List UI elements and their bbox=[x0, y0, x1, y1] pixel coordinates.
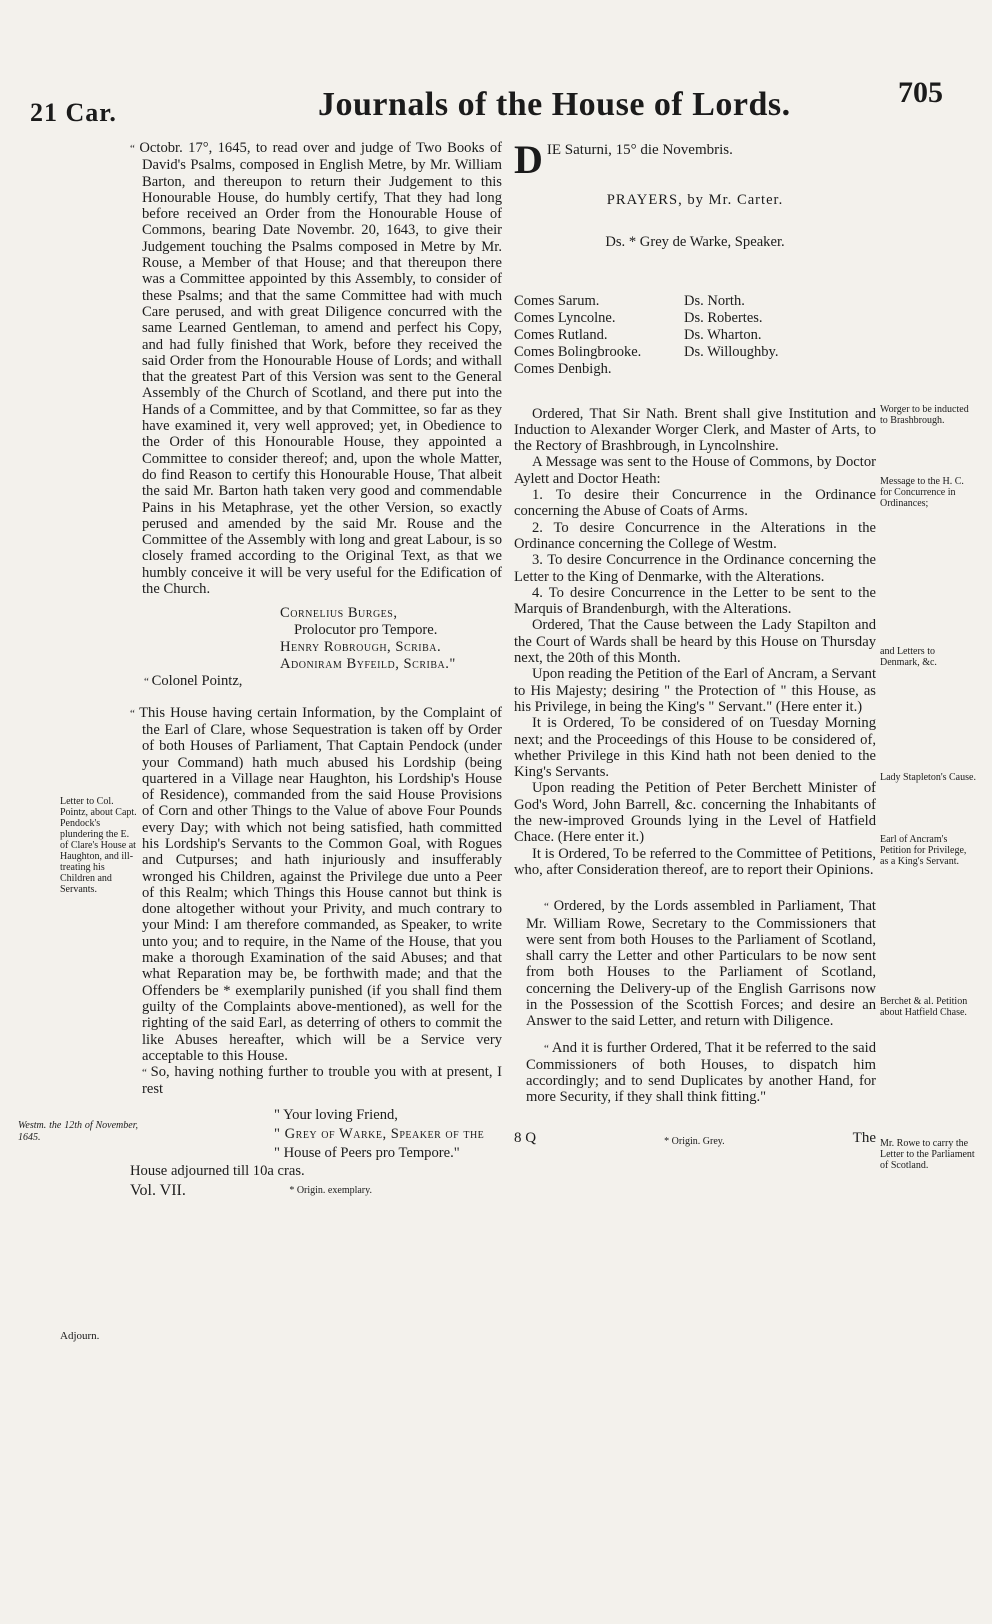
margin-note-message: Message to the H. C. for Concurrence in Ordinances; bbox=[880, 476, 964, 509]
lords-right-column bbox=[684, 293, 844, 378]
letter-closing: “ So, having nothing further to trouble you with at present, I rest bbox=[130, 1064, 502, 1098]
signature-burges: Cornelius Burges, bbox=[280, 605, 398, 622]
berchett-order: It is Ordered, To be referred to the Committee of Petitions, who, after Consideration thereof, are to report their Opinions. bbox=[514, 845, 876, 878]
margin-note-rowe: Mr. Rowe to carry the Letter to the Parliament of Scotland. bbox=[880, 1138, 975, 1171]
lords-left-column bbox=[514, 293, 684, 378]
message-item: 3. To desire Concurrence in the Ordinance concerning the Letter to the King of Denmarke, with the Alterations. bbox=[514, 552, 876, 585]
day-heading-text: IE Saturni, 15° die Novembris. bbox=[546, 142, 733, 158]
letter-subscription bbox=[18, 1106, 502, 1163]
lord-entry: Ds. North. bbox=[684, 292, 745, 309]
farewell-line-3: " House of Peers pro Tempore." bbox=[274, 1144, 460, 1161]
running-head-left: 21 Car. bbox=[30, 98, 117, 127]
signature-byfeild: Adoniram Byfeild, Scriba." bbox=[280, 656, 456, 673]
day-heading bbox=[514, 137, 876, 182]
catchword: The bbox=[852, 1129, 876, 1146]
lords-present-list bbox=[514, 293, 876, 378]
message-intro: A Message was sent to the House of Commons, by Doctor Aylett and Doctor Heath: bbox=[514, 454, 876, 487]
right-footnote: * Origin. Grey. bbox=[664, 1135, 725, 1147]
margin-note-stapleton: Lady Stapleton's Cause. bbox=[880, 772, 976, 783]
margin-note-letter-pointz: Letter to Col. Pointz, about Capt. Pendock's plundering the E. of Clare's House at Haughton, and ill-treating his Children and Servants. bbox=[60, 796, 137, 895]
message-item: 4. To desire Concurrence in the Letter to be sent to the Marquis of Brandenburgh, with the Alterations. bbox=[514, 584, 876, 618]
speaker-line: Ds. * Grey de Warke, Speaker. bbox=[605, 234, 785, 251]
margin-note-ancram: Earl of Ancram's Petition for Privilege, as a King's Servant. bbox=[880, 834, 967, 867]
farewell-block bbox=[138, 1106, 502, 1163]
signature-mark: 8 Q bbox=[514, 1129, 537, 1146]
message-item: 2. To desire Concurrence in the Alterations in the Ordinance concerning the College of Westm. bbox=[514, 519, 876, 552]
order-brent: Ordered, That Sir Nath. Brent shall give Institution and Induction to Alexander Worger Clerk, and Master of Arts, to the Rectory of Brashbrough, in Lyncolnshire. bbox=[514, 405, 876, 455]
drop-initial: D bbox=[514, 137, 543, 182]
message-item: 1. To desire their Concurrence in the Ordinance concerning the Abuse of Coats of Arms. bbox=[514, 487, 876, 520]
margin-note-adjourn: Adjourn. bbox=[60, 1330, 100, 1342]
assembly-certificate-paragraph: “ Octobr. 17°, 1645, to read over and judge of Two Books of David's Psalms, composed in English Metre, by Mr. William Barton, and thereupon to return their Judgement to this Honourable House, do humbly certify, That they had long before received an Order from the Honourable House of Commons, bearing Date Novembr. 20, 1643, to give their Judgement touching the Psalms composed in Metre by Mr. Rouse, a Member of that House; and that thereupon there was a Committee appointed by this Assembly, to consider of these Psalms; and that the same Committee had with much Care perused, and with great Diligence concurred with the same Learned Gentleman, to amend and perfect his Copy, and had fully finished that Work, before they received the said Order from the Honourable House of Lords; and withall that the greatest Part of this Version was sent to the General Assembly of the Church of Scotland, and there put into the Hands of a Committee, and by that Committee, so far as they have examined it, very well approved; yet, in Obedience to the Order of this Honourable House, they appointed a Committee to consider thereof; and, upon the whole Matter, do find Reason to certify this Honourable House, That albeit the said Mr. Barton hath taken very good and commendable Pains in his Metaphrase, yet the other Version, so exactly perused and amended by the said Mr. Rouse and the Committee of the Assembly with long and great Labour, is so closely framed according to the Original Text, as that we humbly conceive it will be very useful for the Edification of the Church. bbox=[130, 140, 502, 597]
lord-entry: Ds. Robertes. bbox=[684, 309, 763, 326]
signature-block bbox=[130, 605, 502, 673]
signature-robrough: Henry Robrough, Scriba. bbox=[280, 639, 442, 656]
margin-note-berchet: Berchet & al. Petition about Hatfield Chase. bbox=[880, 996, 968, 1018]
left-footer bbox=[130, 1183, 502, 1199]
lord-entry: Comes Bolingbrooke. bbox=[514, 343, 642, 360]
rowe-order-further: “ And it is further Ordered, That it be referred to the said Commissioners of both Houses, to dispatch him accordingly; and to send Duplicates by another Hand, for more Security, if they shall think fitting." bbox=[514, 1040, 876, 1106]
adjourned-line: House adjourned till 10a cras. bbox=[130, 1162, 305, 1179]
berchett-petition: Upon reading the Petition of Peter Berchett Minister of God's Word, John Barrell, &c. concerning the Inhabitants of the new-improved Grounds lying in the Level of Hatfield Chace. (Here enter it.) bbox=[514, 780, 876, 846]
letter-date-line: Westm. the 12th of November, 1645. bbox=[18, 1119, 138, 1143]
page-number: 705 bbox=[898, 76, 943, 109]
ancram-petition: Upon reading the Petition of the Earl of Ancram, a Servant to His Majesty; desiring " the Protection of " this House, as his Privilege, in being the King's " Servant." (Here enter it.) bbox=[514, 666, 876, 715]
lord-entry: Comes Denbigh. bbox=[514, 360, 612, 377]
lord-entry: Comes Rutland. bbox=[514, 326, 608, 343]
lord-entry: Comes Lyncolne. bbox=[514, 309, 616, 326]
right-footer bbox=[514, 1130, 876, 1150]
margin-note-worger: Worger to be inducted to Brashbrough. bbox=[880, 404, 969, 426]
lord-entry: Comes Sarum. bbox=[514, 292, 600, 309]
letter-salutation: “ Colonel Pointz, bbox=[130, 673, 502, 690]
running-head-title: Journals of the House of Lords. bbox=[318, 86, 791, 123]
volume-mark: Vol. VII. bbox=[130, 1182, 186, 1200]
letter-to-pointz-body: “ This House having certain Information, by the Complaint of the Earl of Clare, whose Sequestration is taken off by Order of both Houses of Parliament, That Captain Pendock (under your Command) hath much abused his Lordship (being quartered in a Village near Haughton, his Lordship's House of Residence), commanded from the said House Provisions of Corn and other Things to the Value of above Four Pounds every Day; with which not being satisfied, hath committed his Lordship's Servants to the Common Goal, with Rogues and Cutpurses; and hath injuriously and insufferably wronged his Children, against the Privilege due unto a Peer of this Realm; which Things this House cannot but think is done altogether without your Privity, and much contrary to your Mind: I am therefore commanded, as Speaker, to write unto you; and to require, in the Name of the House, that you make a thorough Examination of the said Abuses; and that what Reparation may be, be forthwith made; and that the Offenders be * exemplarily punished (if you shall find them guilty of the Complaints above-mentioned), as well for the righting of the said Earl, as deterring of others to commit the like Abuses hereafter, which will be a Service very acceptable to this House. bbox=[130, 705, 502, 1065]
farewell-line-1: " Your loving Friend, bbox=[274, 1106, 398, 1123]
farewell-line-2: " Grey of Warke, Speaker of the bbox=[274, 1125, 485, 1142]
right-column bbox=[514, 137, 876, 1150]
left-footnote: * Origin. exemplary. bbox=[289, 1185, 372, 1197]
ancram-order: It is Ordered, To be considered of on Tuesday Morning next; and the Proceedings of this House to be considered of, whether Privilege in this Kind hath not been denied to the King's Servants. bbox=[514, 715, 876, 781]
margin-note-letters: and Letters to Denmark, &c. bbox=[880, 646, 937, 668]
signature-prolocutor: Prolocutor pro Tempore. bbox=[294, 622, 438, 639]
lord-entry: Ds. Wharton. bbox=[684, 326, 762, 343]
rowe-order: “ Ordered, by the Lords assembled in Parliament, That Mr. William Rowe, Secretary to the Commissioners that were sent from both Houses to the Parliament of Scotland, shall carry the Letter and other Particulars to be now sent from both Houses to the Parliament of Scotland, concerning the Delivery-up of the English Garrisons now in the Possession of the Scottish Forces; and desire an Answer to the said Letter, and return with Diligence. bbox=[514, 898, 876, 1029]
order-stapilton: Ordered, That the Cause between the Lady Stapilton and the Court of Wards shall be heard by this House on Thursday next, the 20th of this Month. bbox=[514, 617, 876, 667]
lord-entry: Ds. Willoughby. bbox=[684, 343, 779, 360]
prayers-line: PRAYERS, by Mr. Carter. bbox=[606, 192, 784, 208]
